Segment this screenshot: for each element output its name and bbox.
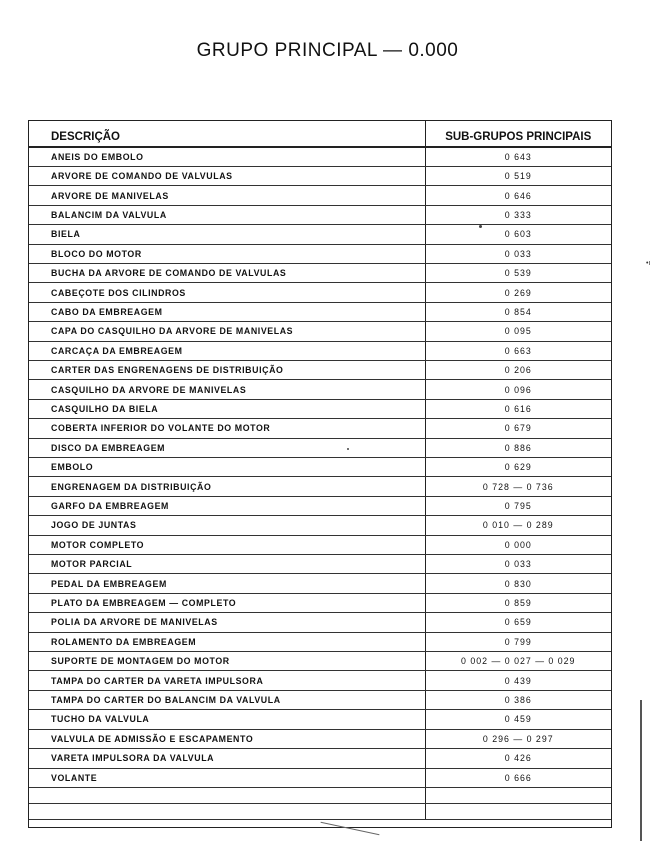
row-subgroup-code: 0 096 (425, 380, 611, 399)
parts-index-sheet (28, 120, 612, 828)
table-row (29, 186, 611, 205)
table-row (29, 283, 611, 302)
row-subgroup-code: 0 799 (425, 632, 611, 651)
table-row (29, 768, 611, 787)
empty-cell (29, 787, 425, 803)
row-description: COBERTA INFERIOR DO VOLANTE DO MOTOR (29, 419, 425, 438)
row-description: CASQUILHO DA ARVORE DE MANIVELAS (29, 380, 425, 399)
row-subgroup-code: 0 646 (425, 186, 611, 205)
table-row (29, 652, 611, 671)
row-subgroup-code: 0 603 (425, 225, 611, 244)
row-subgroup-code: 0 854 (425, 302, 611, 321)
row-subgroup-code: 0 459 (425, 710, 611, 729)
row-subgroup-code: 0 002 — 0 027 — 0 029 (425, 652, 611, 671)
row-description: VOLANTE (29, 768, 425, 787)
row-description: MOTOR PARCIAL (29, 555, 425, 574)
row-description: BLOCO DO MOTOR (29, 244, 425, 263)
scan-speck (479, 225, 482, 228)
table-row (29, 535, 611, 554)
table-row (29, 380, 611, 399)
row-subgroup-code: 0 269 (425, 283, 611, 302)
row-description: CABO DA EMBREAGEM (29, 302, 425, 321)
row-description: CARTER DAS ENGRENAGENS DE DISTRIBUIÇÃO (29, 360, 425, 379)
table-row (29, 613, 611, 632)
row-subgroup-code: 0 519 (425, 166, 611, 185)
empty-cell (425, 803, 611, 819)
table-row (29, 477, 611, 496)
row-description: POLIA DA ARVORE DE MANIVELAS (29, 613, 425, 632)
row-description: BALANCIM DA VALVULA (29, 205, 425, 224)
row-description: CAPA DO CASQUILHO DA ARVORE DE MANIVELAS (29, 322, 425, 341)
row-subgroup-code: 0 296 — 0 297 (425, 729, 611, 748)
row-subgroup-code: 0 539 (425, 263, 611, 282)
row-description: SUPORTE DE MONTAGEM DO MOTOR (29, 652, 425, 671)
table-row (29, 341, 611, 360)
scan-edge-line (640, 700, 642, 841)
page-title: GRUPO PRINCIPAL — 0.000 (196, 40, 459, 61)
scan-speck (347, 448, 349, 450)
row-description: CARCAÇA DA EMBREAGEM (29, 341, 425, 360)
row-description: ENGRENAGEM DA DISTRIBUIÇÃO (29, 477, 425, 496)
row-subgroup-code: 0 629 (425, 458, 611, 477)
subgroups-column-header: SUB-GRUPOS PRINCIPAIS (425, 121, 611, 147)
row-subgroup-code: 0 333 (425, 205, 611, 224)
margin-mark: •ı (646, 260, 651, 267)
row-subgroup-code: 0 010 — 0 289 (425, 516, 611, 535)
row-description: EMBOLO (29, 458, 425, 477)
row-description: GARFO DA EMBREAGEM (29, 496, 425, 515)
row-subgroup-code: 0 095 (425, 322, 611, 341)
row-description: VARETA IMPULSORA DA VALVULA (29, 749, 425, 768)
row-description: TAMPA DO CARTER DO BALANCIM DA VALVULA (29, 690, 425, 709)
parts-index-table (29, 121, 611, 820)
row-subgroup-code: 0 728 — 0 736 (425, 477, 611, 496)
row-subgroup-code: 0 666 (425, 768, 611, 787)
row-subgroup-code: 0 663 (425, 341, 611, 360)
row-description: CASQUILHO DA BIELA (29, 399, 425, 418)
row-description: PLATO DA EMBREAGEM — COMPLETO (29, 593, 425, 612)
row-description: DISCO DA EMBREAGEM (29, 438, 425, 457)
table-row (29, 225, 611, 244)
row-description: VALVULA DE ADMISSÃO E ESCAPAMENTO (29, 729, 425, 748)
table-row (29, 438, 611, 457)
row-description: MOTOR COMPLETO (29, 535, 425, 554)
row-description: JOGO DE JUNTAS (29, 516, 425, 535)
row-subgroup-code: 0 886 (425, 438, 611, 457)
row-subgroup-code: 0 386 (425, 690, 611, 709)
table-row (29, 360, 611, 379)
row-subgroup-code: 0 033 (425, 555, 611, 574)
empty-cell (425, 787, 611, 803)
table-row (29, 244, 611, 263)
row-description: BIELA (29, 225, 425, 244)
table-row (29, 710, 611, 729)
empty-cell (29, 803, 425, 819)
table-row (29, 671, 611, 690)
table-row (29, 458, 611, 477)
row-description: BUCHA DA ARVORE DE COMANDO DE VALVULAS (29, 263, 425, 282)
row-subgroup-code: 0 616 (425, 399, 611, 418)
row-subgroup-code: 0 795 (425, 496, 611, 515)
table-row (29, 263, 611, 282)
table-row (29, 205, 611, 224)
description-column-header: DESCRIÇÃO (29, 121, 425, 147)
row-description: TAMPA DO CARTER DA VARETA IMPULSORA (29, 671, 425, 690)
table-header-row (29, 121, 611, 147)
row-subgroup-code: 0 439 (425, 671, 611, 690)
table-row (29, 419, 611, 438)
row-subgroup-code: 0 033 (425, 244, 611, 263)
table-row (29, 729, 611, 748)
table-row (29, 166, 611, 185)
row-subgroup-code: 0 643 (425, 147, 611, 166)
row-subgroup-code: 0 830 (425, 574, 611, 593)
table-row (29, 399, 611, 418)
table-row (29, 555, 611, 574)
table-row (29, 322, 611, 341)
row-description: ANEIS DO EMBOLO (29, 147, 425, 166)
row-subgroup-code: 0 659 (425, 613, 611, 632)
row-description: ARVORE DE MANIVELAS (29, 186, 425, 205)
table-row (29, 690, 611, 709)
row-description: ROLAMENTO DA EMBREAGEM (29, 632, 425, 651)
row-subgroup-code: 0 859 (425, 593, 611, 612)
empty-row (29, 803, 611, 819)
table-row (29, 632, 611, 651)
table-row (29, 574, 611, 593)
row-subgroup-code: 0 206 (425, 360, 611, 379)
row-description: ARVORE DE COMANDO DE VALVULAS (29, 166, 425, 185)
table-row (29, 147, 611, 166)
row-description: CABEÇOTE DOS CILINDROS (29, 283, 425, 302)
table-row (29, 593, 611, 612)
table-body (29, 147, 611, 819)
table-row (29, 302, 611, 321)
row-subgroup-code: 0 679 (425, 419, 611, 438)
row-description: TUCHO DA VALVULA (29, 710, 425, 729)
row-subgroup-code: 0 000 (425, 535, 611, 554)
table-row (29, 496, 611, 515)
table-row (29, 749, 611, 768)
table-row (29, 516, 611, 535)
row-subgroup-code: 0 426 (425, 749, 611, 768)
row-description: PEDAL DA EMBREAGEM (29, 574, 425, 593)
empty-row (29, 787, 611, 803)
